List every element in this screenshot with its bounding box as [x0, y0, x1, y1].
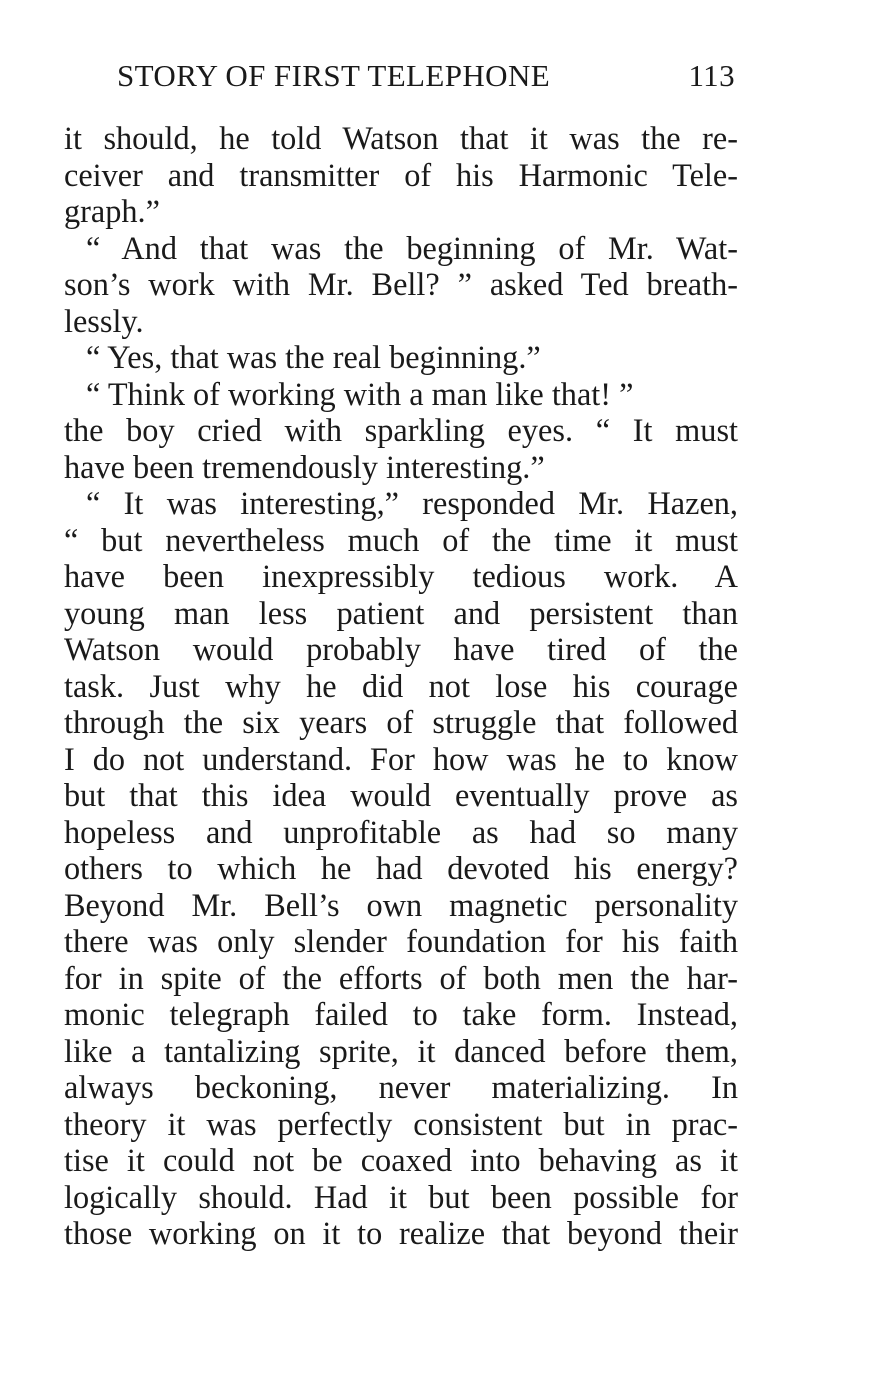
text-line: task. Just why he did not lose his courage	[64, 667, 738, 704]
text-line: logically should. Had it but been possible for	[64, 1178, 738, 1215]
text-line: graph.”	[64, 193, 160, 229]
text-line: tise it could not be coaxed into behaving as it	[64, 1142, 738, 1178]
text-line: “ but nevertheless much of the time it must	[64, 521, 738, 558]
text-line: young man less patient and persistent than	[64, 594, 738, 631]
text-line: like a tantalizing sprite, it danced before them,	[64, 1032, 738, 1069]
text-line: “ Think of working with a man like that! ”	[86, 375, 634, 412]
text-line: theory it was perfectly consistent but in prac-	[64, 1105, 738, 1142]
text-line: but that this idea would eventually prove as	[64, 777, 738, 813]
text-line: the boy cried with sparkling eyes. “ It must	[64, 412, 738, 448]
page-number: 113	[688, 58, 735, 93]
text-line: “ And that was the beginning of Mr. Wat-	[86, 229, 738, 266]
running-title: STORY OF FIRST TELEPHONE	[117, 58, 551, 93]
text-line: ceiver and transmitter of his Harmonic Tele-	[64, 156, 738, 193]
text-line: Beyond Mr. Bell’s own magnetic personality	[64, 886, 738, 923]
text-line: I do not understand. For how was he to know	[64, 740, 738, 777]
text-line: through the six years of struggle that followed	[64, 704, 738, 740]
text-line: always beckoning, never materializing. In	[64, 1069, 738, 1105]
text-line: those working on it to realize that beyond their	[64, 1215, 738, 1251]
text-line: others to which he had devoted his energy?	[64, 850, 738, 886]
body-text	[64, 120, 738, 1252]
text-line: have been tremendously interesting.”	[64, 448, 545, 485]
text-line: there was only slender foundation for his faith	[64, 923, 738, 959]
text-line: have been inexpressibly tedious work. A	[64, 558, 738, 594]
text-line: Watson would probably have tired of the	[64, 631, 738, 667]
text-line: “ Yes, that was the real beginning.”	[86, 339, 541, 375]
running-head	[117, 56, 735, 96]
text-line: it should, he told Watson that it was the re-	[64, 120, 738, 156]
text-line: lessly.	[64, 302, 144, 339]
text-line: son’s work with Mr. Bell? ” asked Ted breath-	[64, 266, 738, 302]
text-line: hopeless and unprofitable as had so many	[64, 813, 738, 850]
text-line: for in spite of the efforts of both men the har-	[64, 959, 738, 996]
text-line: “ It was interesting,” responded Mr. Hazen,	[86, 485, 738, 521]
text-line: monic telegraph failed to take form. Instead,	[64, 996, 738, 1032]
